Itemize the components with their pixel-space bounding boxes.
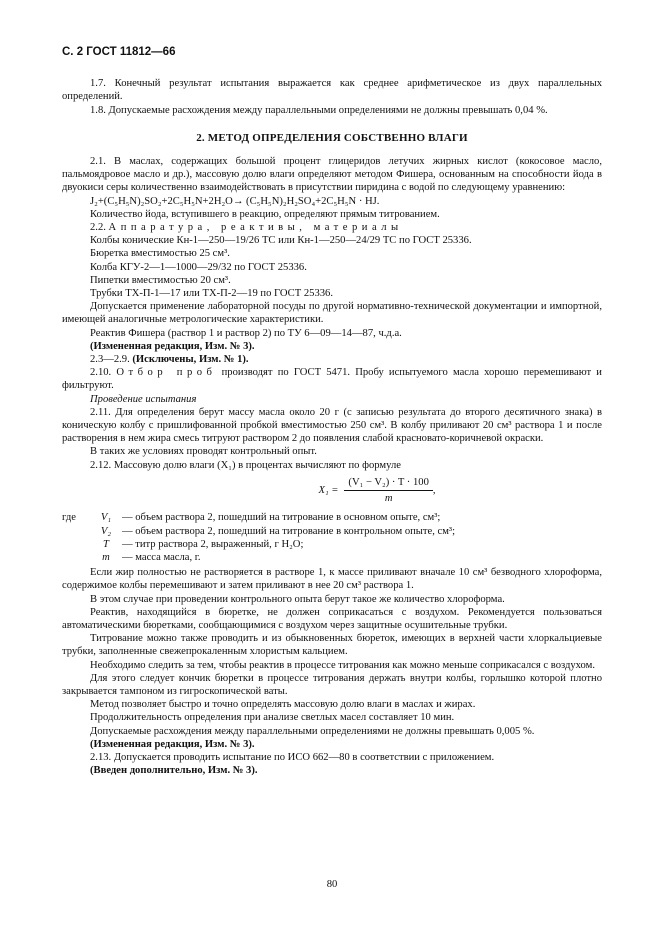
legend-row — [62, 525, 455, 538]
clause-2-2-title: Аппаратура, реактивы, материалы — [108, 222, 403, 234]
formula-fraction — [344, 476, 432, 505]
method-text: Метод позволяет быстро и точно определять массовую долю влаги в маслах и жирах. — [90, 699, 476, 711]
legend-text: — масса масла, г. — [122, 551, 201, 563]
clause-1-8: 1.8. Допускаемые расхождения между параллельными определениями не должны превышать 0,04 %. — [90, 104, 548, 116]
clause-2-3-2-9 — [62, 353, 602, 366]
other-glassware-text: Допускается применение лабораторной посуды по другой нормативно-технической документации и импортной, имеющей аналогичные метрологические характеристики. — [62, 301, 602, 326]
clause-2-2 — [62, 221, 602, 234]
clause-2-13: 2.13. Допускается проводить испытание по ИСО 662—80 в соответствии с приложением. — [90, 751, 495, 763]
formula-numerator: (V₁ − V₂) · T · 100 — [344, 476, 432, 491]
legend-symbol: V₂ — [100, 525, 112, 537]
burette-text: Бюретка вместимостью 25 см³. — [90, 248, 230, 260]
iodine-text: Количество йода, вступившего в реакцию, определяют прямым титрованием. — [90, 208, 440, 220]
tubes-text: Трубки ТХ-П-1—17 или ТХ-П-2—19 по ГОСТ 25336. — [90, 288, 334, 300]
formula-legend — [62, 511, 455, 564]
legend-text: — титр раствора 2, выраженный, г H₂O; — [122, 538, 304, 550]
clause-2-3-note: (Исключены, Изм. № 1). — [132, 354, 249, 366]
legend-symbol: V₁ — [100, 512, 112, 524]
duration-text: Продолжительность определения при анализе светлых масел составляет 10 мин. — [90, 712, 455, 724]
legend-symbol: m — [102, 551, 110, 563]
tolerance-text: Допускаемые расхождения между параллельными определениями не должны превышать 0,005 %. — [90, 725, 535, 737]
formula-denominator: m — [384, 493, 393, 505]
clause-2-10 — [62, 366, 602, 392]
formula-tail: , — [432, 484, 436, 496]
legend-text: — объем раствора 2, пошедший на титрование в контрольном опыте, см³; — [122, 525, 456, 537]
keep-text: Необходимо следить за тем, чтобы реактив в процессе титрования как можно меньше соприкасался с воздухом. — [90, 659, 596, 671]
legend-row — [62, 511, 455, 524]
legend-text: — объем раствора 2, пошедший на титрование в основном опыте, см³; — [122, 512, 441, 524]
reagent-air-text: Реактив, находящийся в бюретке, не должен соприкасаться с воздухом. Рекомендуется пользоваться автоматическими бюретками, сообщающимися с воздухом через защитные осушительные трубки. — [62, 606, 602, 631]
clause-2-12: 2.12. Массовую долю влаги (X₁) в процентах вычисляют по формуле — [90, 459, 401, 471]
formula-lhs: X₁ = — [318, 484, 339, 496]
control-chloroform-text: В этом случае при проведении контрольного опыта берут такое же количество хлороформа. — [90, 593, 505, 605]
clause-2-3-number: 2.3—2.9. — [90, 354, 130, 366]
page-header: С. 2 ГОСТ 11812—66 — [62, 46, 176, 58]
edit-note-a: (Измененная редакция, Изм. № 3). — [90, 340, 255, 352]
control-text: В таких же условиях проводят контрольный опыт. — [90, 446, 317, 458]
edit-note-b: (Измененная редакция, Изм. № 3). — [90, 738, 255, 750]
flask-kgu-text: Колба КГУ-2—1—1000—29/32 по ГОСТ 25336. — [90, 261, 307, 273]
legend-symbol: T — [103, 538, 109, 550]
added-note: (Введен дополнительно, Изм. № 3). — [90, 765, 258, 777]
subheading: Проведение испытания — [90, 393, 197, 405]
where-label: где — [62, 512, 76, 524]
reaction-equation: J₂+(C₅H₅N)₂SO₂+2C₅H₅N+2H₂O→ (C₅H₅N)₂H₂SO₄+2C₅H₅N · HJ. — [90, 195, 380, 207]
document-page — [62, 46, 602, 890]
pipettes-text: Пипетки вместимостью 20 см³. — [90, 274, 231, 286]
clause-1-7: 1.7. Конечный результат испытания выражается как среднее арифметическое из двух параллельных определений. — [62, 78, 602, 103]
reagent-text: Реактив Фишера (раствор 1 и раствор 2) по ТУ 6—09—14—87, ч.д.а. — [90, 327, 402, 339]
legend-row — [62, 538, 455, 551]
flasks-text: Колбы конические Кн-1—250—19/26 ТС или Кн-1—250—24/29 ТС по ГОСТ 25336. — [90, 235, 472, 247]
tip-text: Для этого следует кончик бюретки в процессе титрования держать внутри колбы, горлышко которой плотно закрывается тампоном из гигроскопической ваты. — [62, 672, 602, 697]
chloroform-text: Если жир полностью не растворяется в растворе 1, к массе приливают вначале 10 см³ безводного хлороформа, содержимое колбы перемешивают и затем приливают в нее 20 см³ раствора 1. — [62, 567, 602, 592]
clause-2-10-number: 2.10. — [90, 367, 112, 379]
clause-2-2-number: 2.2. — [90, 222, 106, 234]
legend-row — [62, 551, 455, 564]
titration-text: Титрование можно также проводить и из обыкновенных бюреток, имеющих в верхней части хлоркальциевые трубки, заполненные свежепрокаленным хлористым кальцием. — [62, 633, 602, 658]
formula — [152, 476, 602, 505]
page-number: 80 — [326, 879, 338, 890]
clause-2-10-rest: производят по ГОСТ 5471. Пробу испытуемого масла хорошо перемешивают и фильтруют. — [62, 367, 602, 392]
clause-2-10-spaced: Отбор проб — [116, 367, 217, 379]
clause-2-11: 2.11. Для определения берут массу масла около 20 г (с записью результата до второго десятичного знака) в коническую колбу с пришлифованной пробкой вместимостью 250 см³. В колбу приливают 20 см³ раствора 1 и после растворения в нем жира смесь титруют раствором 2 до появления слабой красновато-коричневой окраски. — [62, 406, 602, 445]
clause-2-1: 2.1. В маслах, содержащих большой процент глицеридов летучих жирных кислот (кокосовое масло, пальмоядровое масло и др.), массовую долю влаги определяют методом Фишера, основанным на способности йода в двуокиси серы количественно взаимодействовать в присутствии пиридина с водой по следующему уравнению: — [62, 156, 602, 194]
section-title: 2. МЕТОД ОПРЕДЕЛЕНИЯ СОБСТВЕННО ВЛАГИ — [196, 131, 468, 144]
